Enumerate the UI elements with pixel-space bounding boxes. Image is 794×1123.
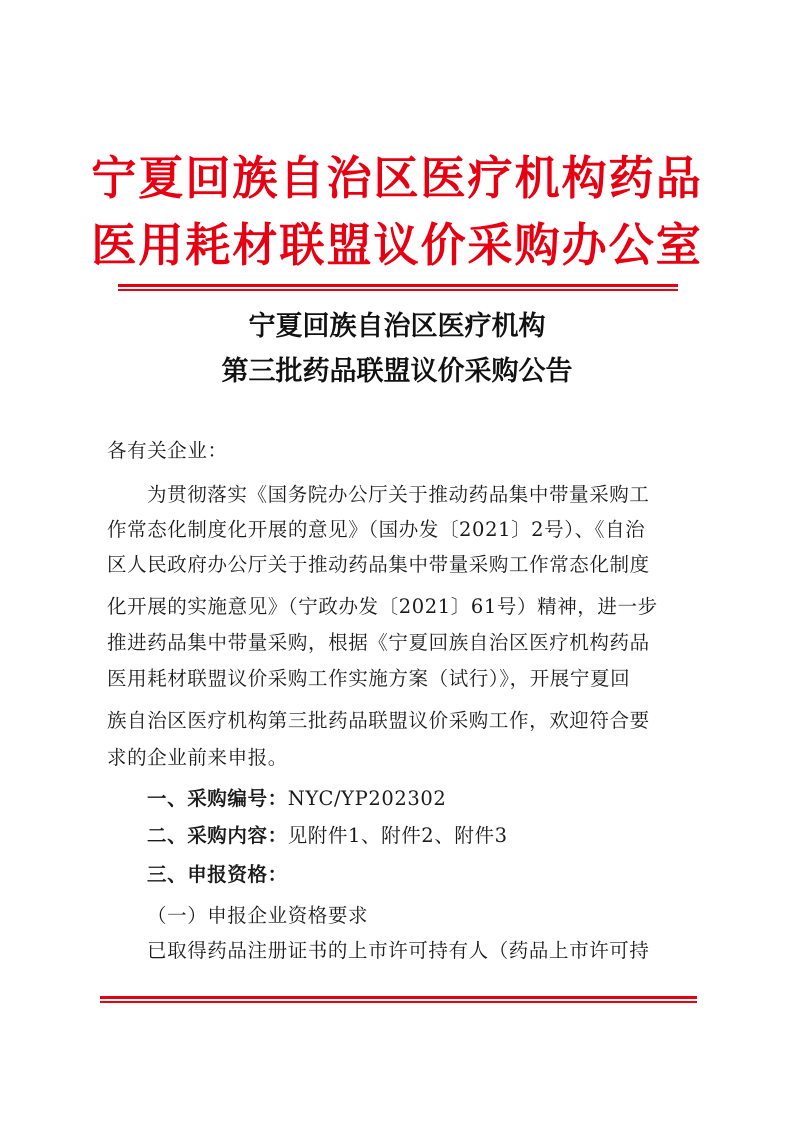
paragraph-line: 为贯彻落实《国务院办公厅关于推动药品集中带量采购工: [147, 483, 650, 506]
footer-red-rule-thin: [100, 1001, 697, 1003]
paragraph-line: 区人民政府办公厅关于推动药品集中带量采购工作常态化制度: [107, 553, 650, 576]
subsection-heading: （一）申报企业资格要求: [147, 904, 369, 927]
section-qualification: [147, 865, 737, 885]
paragraph-line: 族自治区医疗机构第三批药品联盟议价采购工作，欢迎符合要: [107, 709, 650, 732]
paragraph-line: 作常态化制度化开展的意见》（国办发〔2021〕2号）、《自治: [107, 518, 646, 541]
salutation: 各有关企业：: [107, 439, 228, 462]
paragraph-line: 求的企业前来申报。: [107, 746, 288, 769]
section-heading: 三、申报资格：: [147, 863, 288, 886]
footer-red-rule-thick: [100, 996, 697, 999]
section-procurement-number: [147, 789, 737, 809]
paragraph-line: 推进药品集中带量采购，根据《宁夏回族自治区医疗机构药品: [107, 631, 650, 654]
document-title-line-2: 第三批药品联盟议价采购公告: [221, 356, 573, 387]
section-heading: 二、采购内容：: [147, 824, 288, 847]
paragraph-line: 化开展的实施意见》（宁政办发〔2021〕61号）精神，进一步: [107, 595, 658, 618]
section-procurement-content: [147, 826, 737, 846]
masthead-line-2: 医用耗材联盟议价采购办公室: [91, 218, 703, 272]
paragraph-line: 医用耗材联盟议价采购工作实施方案（试行）》，开展宁夏回: [107, 667, 631, 690]
procurement-content-value: 见附件1、附件2、附件3: [287, 824, 508, 847]
paragraph-line: 已取得药品注册证书的上市许可持有人（药品上市许可持: [147, 939, 650, 962]
masthead-line-1: 宁夏回族自治区医疗机构药品: [91, 151, 703, 205]
header-red-rule-thin: [118, 289, 678, 291]
section-heading: 一、采购编号：: [147, 787, 288, 810]
procurement-number-value: NYC/YP202302: [287, 787, 447, 810]
document-title-line-1: 宁夏回族自治区医疗机构: [248, 311, 546, 342]
header-red-rule-thick: [118, 284, 678, 287]
